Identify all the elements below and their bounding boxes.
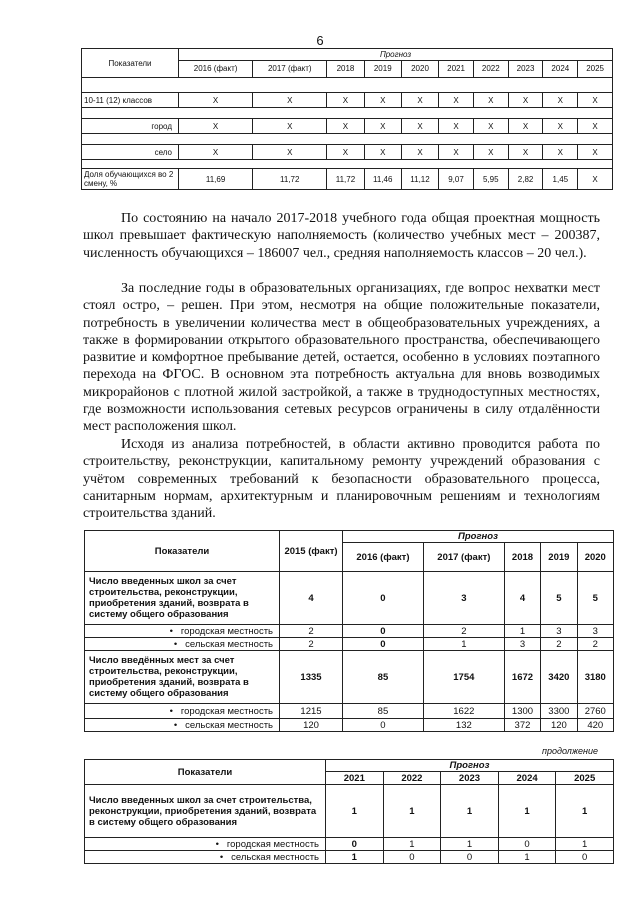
table-row	[85, 719, 614, 732]
cell: 3420	[541, 651, 577, 704]
cell: 1	[441, 785, 499, 838]
cell: X	[364, 145, 401, 160]
cell: 1300	[504, 704, 540, 719]
cell: 1622	[423, 704, 504, 719]
cell: 11,72	[327, 169, 364, 190]
cell: 3300	[541, 704, 577, 719]
cell: 11,69	[179, 169, 253, 190]
cell: X	[508, 119, 543, 134]
row-label-text: городская местность	[180, 705, 273, 717]
forecast-header: Прогноз	[326, 760, 614, 772]
cell: 1	[504, 625, 540, 638]
cell: 120	[280, 719, 343, 732]
cell: 120	[541, 719, 577, 732]
cell: 1	[498, 851, 556, 864]
table-new-schools-2021-2025	[84, 759, 614, 864]
cell: 0	[343, 572, 424, 625]
row-label-text: сельская местность	[185, 638, 273, 650]
table-row	[85, 651, 614, 704]
row-label: Число введенных школ за счет строительства, реконструкции, приобретения зданий, возврата в систему общего образования	[85, 785, 326, 838]
cell: X	[179, 145, 253, 160]
cell: 1	[383, 785, 441, 838]
cell: X	[578, 93, 613, 108]
cell: 85	[343, 704, 424, 719]
cell: 0	[343, 638, 424, 651]
cell: X	[508, 145, 543, 160]
cell: 11,46	[364, 169, 401, 190]
table-row	[85, 572, 614, 625]
cell: 11,12	[401, 169, 438, 190]
year-header: 2016 (факт)	[179, 60, 253, 77]
year-header: 2019	[541, 543, 577, 572]
paragraph-text: За последние годы в образовательных организациях, где вопрос нехватки мест стоял остро, – решен. При этом, несмотря на общие положительные показатели, потребность в увеличении количества мест в общеобразовательных учреждениях, а также в формировании открытого образовательного пространства, обеспечивающего развитие и комфортное пребывание детей, остается, особенно в условиях поэтапного перехода на ФГОС. В основном эта потребность актуальна для вновь возводимых микрорайонов с плотной жилой застройкой, а также в труднодоступных местностях, где возможности использования сетевых ресурсов ограничены в силу отдалённости мест расположения школ.	[83, 281, 600, 435]
cell: X	[473, 93, 508, 108]
row-label: Число введенных школ за счет строительства, реконструкции, приобретения зданий, возврата в систему общего образования	[85, 572, 280, 625]
cell: 2	[280, 638, 343, 651]
row-label-text: сельская местность	[185, 719, 273, 731]
page-number: 6	[316, 33, 324, 48]
cell: 4	[280, 572, 343, 625]
row-label: Число введённых мест за счет строительства, реконструкции, приобретения зданий, возврата в систему общего образования	[85, 651, 280, 704]
forecast-header: Прогноз	[179, 49, 613, 61]
cell: X	[401, 119, 438, 134]
year-header: 2022	[473, 60, 508, 77]
cell: X	[473, 145, 508, 160]
cell: X	[439, 93, 474, 108]
spacer-row	[82, 78, 613, 93]
table-row	[85, 851, 614, 864]
cell: 1	[498, 785, 556, 838]
table-row	[82, 145, 613, 160]
cell: 1754	[423, 651, 504, 704]
cell: 5,95	[473, 169, 508, 190]
year-header: 2022	[383, 772, 441, 785]
row-label: село	[82, 145, 179, 160]
cell: 2	[280, 625, 343, 638]
year-header: 2018	[327, 60, 364, 77]
cell: 0	[343, 625, 424, 638]
cell: 420	[577, 719, 613, 732]
year-header: 2025	[556, 772, 614, 785]
table-row	[85, 785, 614, 838]
row-label-text: городская местность	[226, 838, 319, 850]
cell: X	[578, 145, 613, 160]
spacer-row	[82, 160, 613, 169]
year-header: 2019	[364, 60, 401, 77]
cell: 5	[541, 572, 577, 625]
paragraph-capacity	[83, 210, 600, 262]
cell: 1335	[280, 651, 343, 704]
row-label: • городская местность	[85, 625, 280, 638]
cell: 2	[577, 638, 613, 651]
table-row	[85, 625, 614, 638]
year-header: 2023	[441, 772, 499, 785]
cell: X	[401, 93, 438, 108]
cell: 1	[441, 838, 499, 851]
header-label: Показатели	[85, 760, 326, 785]
row-label: • городская местность	[85, 704, 280, 719]
cell: 1215	[280, 704, 343, 719]
header-label: Показатели	[82, 49, 179, 78]
cell: 85	[343, 651, 424, 704]
year-header: 2017 (факт)	[253, 60, 327, 77]
year-header: 2024	[543, 60, 578, 77]
cell: X	[401, 145, 438, 160]
cell: X	[364, 93, 401, 108]
table-new-schools-2015-2020	[84, 530, 614, 732]
cell: 1672	[504, 651, 540, 704]
cell: X	[253, 93, 327, 108]
cell: 3	[541, 625, 577, 638]
cell: X	[179, 93, 253, 108]
cell: 5	[577, 572, 613, 625]
year-header: 2018	[504, 543, 540, 572]
year-header: 2023	[508, 60, 543, 77]
row-label: • сельская местность	[85, 719, 280, 732]
spacer-row	[82, 134, 613, 145]
row-label: город	[82, 119, 179, 134]
cell: X	[543, 145, 578, 160]
fact-header: 2015 (факт)	[280, 531, 343, 572]
cell: 3	[504, 638, 540, 651]
cell: 0	[383, 851, 441, 864]
cell: 3	[577, 625, 613, 638]
cell: X	[578, 169, 613, 190]
year-header: 2025	[578, 60, 613, 77]
table-row	[82, 119, 613, 134]
cell: 132	[423, 719, 504, 732]
row-label: • сельская местность	[85, 638, 280, 651]
cell: 4	[504, 572, 540, 625]
table-row	[85, 838, 614, 851]
cell: 2	[423, 625, 504, 638]
paragraph-text: По состоянию на начало 2017-2018 учебного года общая проектная мощность школ превышает фактическую наполняемость (количество учебных мест – 200387, численность обучающихся – 186007 чел., средняя наполняемость классов – 20 чел.).	[83, 211, 600, 261]
year-header: 2021	[326, 772, 384, 785]
table-row	[82, 93, 613, 108]
paragraph-text: Исходя из анализа потребностей, в области активно проводится работа по строительству, реконструкции, капитальному ремонту учреждений образования с учётом современных требований к безопасности образовательного процесса, санитарным нормам, архитектурным и планировочным решениям и технологиям строительства зданий.	[83, 437, 600, 522]
table-second-shift	[81, 48, 613, 190]
row-label: Доля обучающихся во 2 смену, %	[82, 169, 179, 190]
continuation-label: продолжение	[542, 746, 598, 756]
row-label-text: городская местность	[180, 625, 273, 637]
paragraph-need	[83, 280, 600, 436]
cell: 2760	[577, 704, 613, 719]
cell: 0	[441, 851, 499, 864]
cell: X	[439, 145, 474, 160]
cell: 1	[383, 838, 441, 851]
year-header: 2024	[498, 772, 556, 785]
paragraph-construction	[83, 436, 600, 522]
year-header: 2020	[401, 60, 438, 77]
cell: X	[253, 145, 327, 160]
cell: 9,07	[439, 169, 474, 190]
cell: 1	[423, 638, 504, 651]
forecast-header: Прогноз	[343, 531, 614, 543]
cell: 0	[343, 719, 424, 732]
cell: X	[543, 119, 578, 134]
table-row	[85, 704, 614, 719]
cell: 3	[423, 572, 504, 625]
cell: 1	[556, 838, 614, 851]
cell: X	[578, 119, 613, 134]
cell: 0	[326, 838, 384, 851]
cell: X	[327, 93, 364, 108]
row-label: 10-11 (12) классов	[82, 93, 179, 108]
cell: X	[253, 119, 327, 134]
cell: 2,82	[508, 169, 543, 190]
year-header: 2016 (факт)	[343, 543, 424, 572]
table-row	[82, 169, 613, 190]
cell: 3180	[577, 651, 613, 704]
spacer-row	[82, 108, 613, 119]
cell: X	[364, 119, 401, 134]
cell: 0	[498, 838, 556, 851]
cell: X	[473, 119, 508, 134]
cell: X	[508, 93, 543, 108]
cell: X	[439, 119, 474, 134]
row-label: • городская местность	[85, 838, 326, 851]
year-header: 2017 (факт)	[423, 543, 504, 572]
cell: X	[179, 119, 253, 134]
cell: 1	[556, 785, 614, 838]
header-label: Показатели	[85, 531, 280, 572]
cell: 11,72	[253, 169, 327, 190]
cell: 0	[556, 851, 614, 864]
row-label-text: сельская местность	[231, 851, 319, 863]
cell: 372	[504, 719, 540, 732]
cell: 1	[326, 851, 384, 864]
cell: 2	[541, 638, 577, 651]
year-header: 2021	[439, 60, 474, 77]
cell: X	[327, 145, 364, 160]
cell: X	[327, 119, 364, 134]
row-label: • сельская местность	[85, 851, 326, 864]
cell: 1	[326, 785, 384, 838]
year-header: 2020	[577, 543, 613, 572]
cell: 1,45	[543, 169, 578, 190]
cell: X	[543, 93, 578, 108]
table-row	[85, 638, 614, 651]
